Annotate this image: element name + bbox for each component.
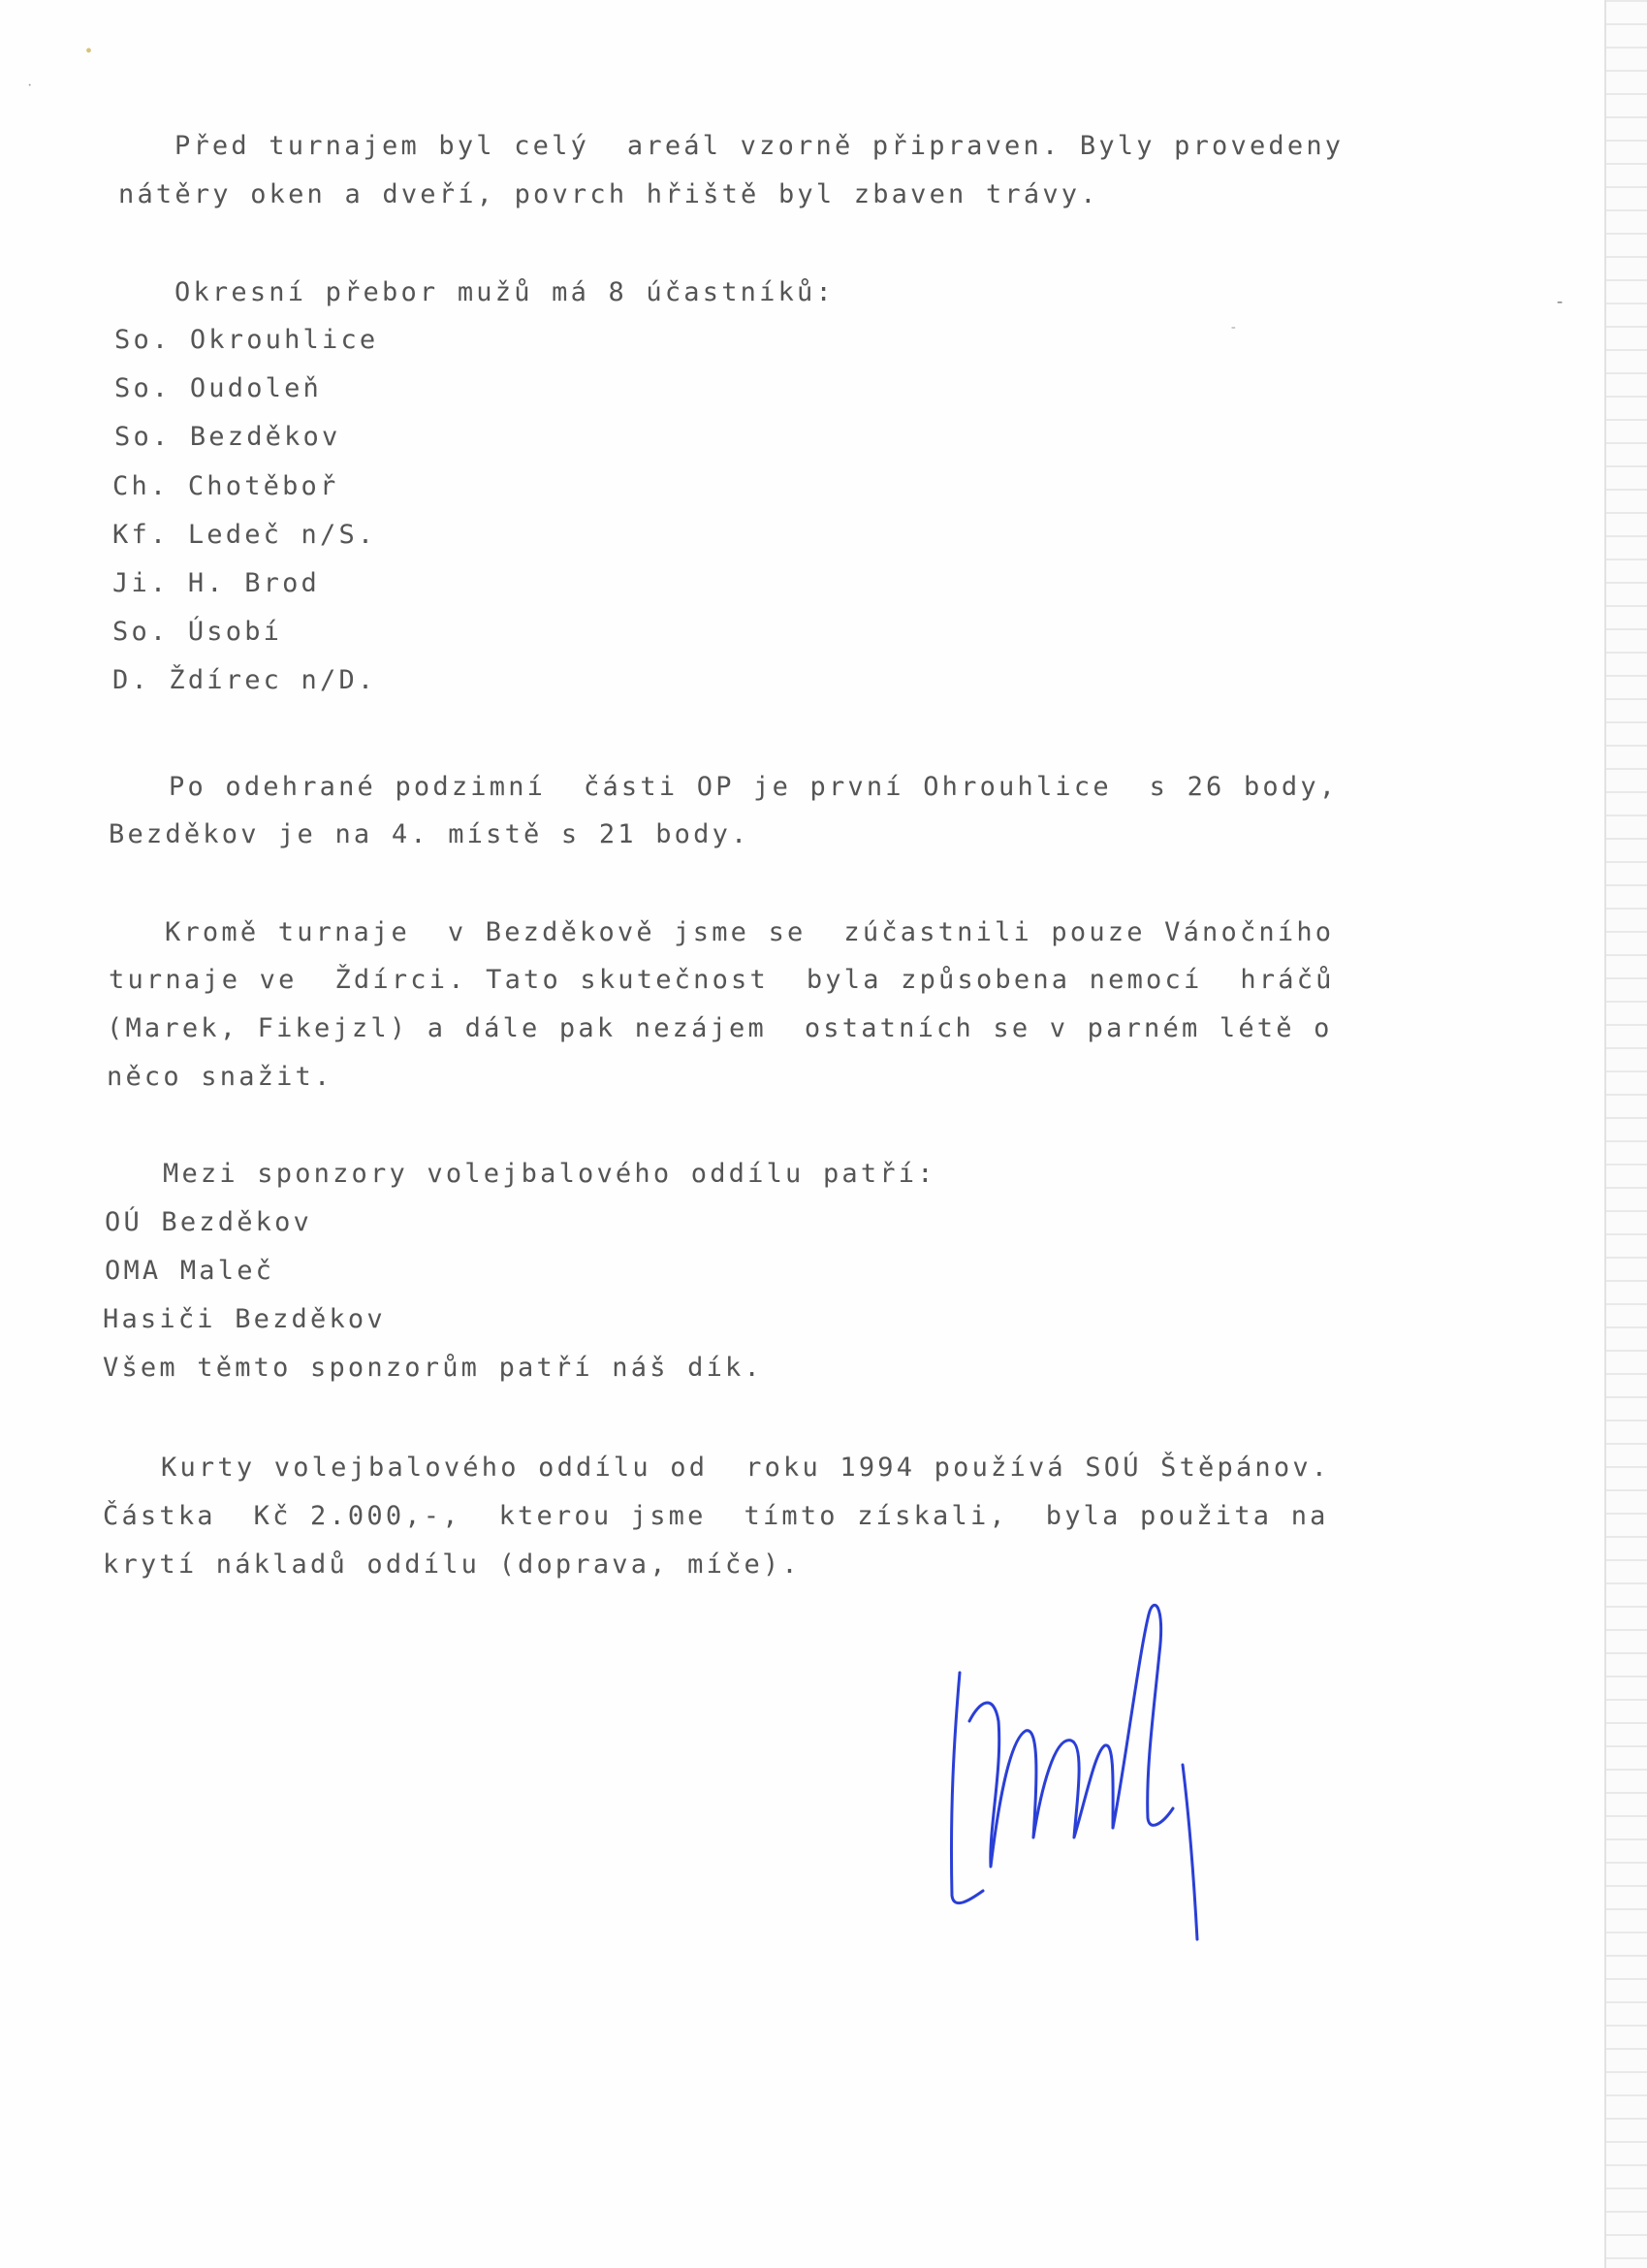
team-item: So. Úsobí	[112, 617, 283, 647]
team-item: So. Oudoleň	[114, 373, 323, 403]
team-item: So. Okrouhlice	[114, 325, 379, 355]
sponsor-item: Hasiči Bezděkov	[103, 1304, 386, 1334]
tournaments-line4: něco snažit.	[107, 1062, 333, 1092]
scan-speck: ·	[27, 78, 33, 94]
scan-speck: -	[1231, 320, 1236, 335]
team-item: So. Bezděkov	[114, 422, 341, 452]
courts-line1: Kurty volejbalového oddílu od roku 1994 používá SOÚ Štěpánov.	[161, 1453, 1331, 1483]
perforated-edge	[1604, 0, 1647, 2268]
sponsors-thanks: Všem těmto sponzorům patří náš dík.	[103, 1353, 763, 1383]
scan-speck: •	[85, 41, 93, 62]
sponsor-item: OMA Maleč	[105, 1256, 275, 1286]
sponsor-item: OÚ Bezděkov	[105, 1207, 313, 1237]
sponsors-intro: Mezi sponzory volejbalového oddílu patří:	[163, 1159, 936, 1189]
courts-line3: krytí nákladů oddílu (doprava, míče).	[103, 1549, 801, 1580]
standings-line1: Po odehrané podzimní části OP je první Ohrouhlice s 26 body,	[169, 772, 1339, 802]
team-item: Ji. H. Brod	[112, 568, 321, 598]
standings-line2: Bezděkov je na 4. místě s 21 body.	[109, 819, 750, 849]
para1-line2: nátěry oken a dveří, povrch hřiště byl zbaven trávy.	[118, 179, 1099, 209]
courts-line2: Částka Kč 2.000,-, kterou jsme tímto získali, byla použita na	[103, 1501, 1329, 1531]
tournaments-line1: Kromě turnaje v Bezděkově jsme se zúčastnili pouze Vánočního	[165, 917, 1335, 947]
tournaments-line2: turnaje ve Ždírci. Tato skutečnost byla způsobena nemocí hráčů	[109, 965, 1335, 995]
para1-line1: Před turnajem byl celý areál vzorně připraven. Byly provedeny	[174, 131, 1345, 161]
tournaments-line3: (Marek, Fikejzl) a dále pak nezájem ostatních se v parném létě o	[107, 1013, 1333, 1043]
team-item: Ch. Chotěboř	[112, 471, 339, 501]
scan-speck: -	[1557, 291, 1563, 310]
team-item: Kf. Ledeč n/S.	[112, 520, 377, 550]
handwritten-signature	[940, 1576, 1251, 1944]
league-intro: Okresní přebor mužů má 8 účastníků:	[174, 277, 835, 307]
team-item: D. Ždírec n/D.	[112, 665, 377, 695]
